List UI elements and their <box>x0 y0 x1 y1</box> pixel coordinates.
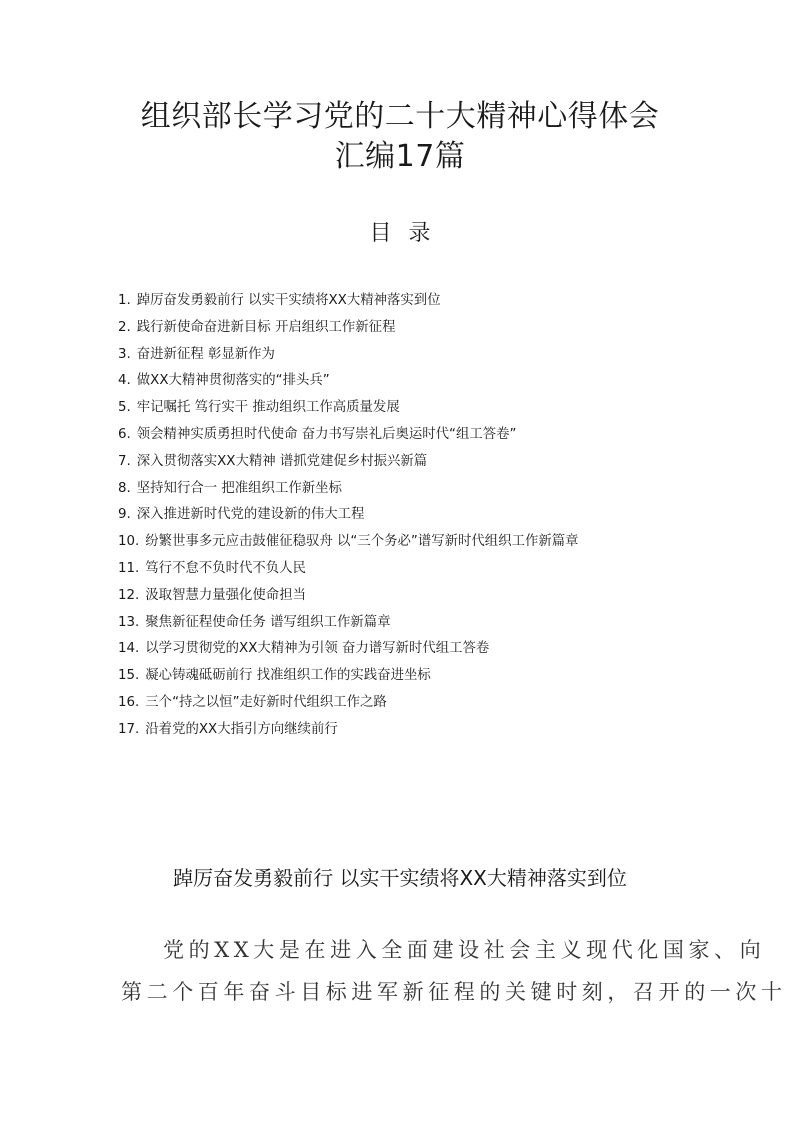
toc-item <box>118 344 758 371</box>
toc-item <box>118 504 758 531</box>
toc-item <box>118 665 758 692</box>
toc-heading: 目 录 <box>369 221 431 246</box>
toc-item <box>118 692 758 719</box>
toc-item <box>118 290 758 317</box>
toc-item-number: 7. <box>118 453 131 469</box>
toc-item <box>118 317 758 344</box>
toc-item <box>118 612 758 639</box>
toc-item-number: 13. <box>118 614 140 630</box>
toc-item-number: 6. <box>118 426 131 442</box>
toc-item-number: 4. <box>118 373 131 389</box>
toc-item-text: 沿着党的XX大指引方向继续前行 <box>145 721 338 737</box>
body-paragraph-line-1: 党的XX大是在进入全面建设社会主义现代化国家、向 <box>163 938 766 962</box>
toc-item-text: 汲取智慧力量强化使命担当 <box>145 587 306 603</box>
toc-item <box>118 531 758 558</box>
toc-item-text: 牢记嘱托 笃行实干 推动组织工作高质量发展 <box>136 400 400 416</box>
toc-item <box>118 478 758 505</box>
toc-item-number: 12. <box>118 587 140 603</box>
toc-item <box>118 370 758 397</box>
toc-item-number: 17. <box>118 721 140 737</box>
toc-item-text: 坚持知行合一 把准组织工作新坐标 <box>136 480 342 496</box>
toc-item-text: 凝心铸魂砥砺前行 找准组织工作的实践奋进坐标 <box>145 668 431 684</box>
toc-item-number: 11. <box>118 560 140 576</box>
toc-item-text: 三个“持之以恒”走好新时代组织工作之路 <box>145 694 387 710</box>
toc-item-number: 16. <box>118 694 140 710</box>
toc-item-text: 聚焦新征程使命任务 谱写组织工作新篇章 <box>145 614 391 630</box>
toc-item-text: 踔厉奋发勇毅前行 以实干实绩将XX大精神落实到位 <box>136 293 441 308</box>
toc-item-number: 14. <box>118 641 140 657</box>
toc-item <box>118 719 758 746</box>
toc-item <box>118 585 758 612</box>
toc-item-number: 10. <box>118 534 140 550</box>
toc-item-number: 2. <box>118 319 131 335</box>
toc-item <box>118 397 758 424</box>
toc-item <box>118 638 758 665</box>
toc-item-text: 笃行不怠不负时代不负人民 <box>145 560 306 576</box>
toc-item-text: 纷繁世事多元应击鼓催征稳驭舟 以“三个务必”谱写新时代组织工作新篇章 <box>145 534 579 550</box>
toc-item-text: 领会精神实质勇担时代使命 奋力书写崇礼后奥运时代“组工答卷” <box>136 426 517 442</box>
table-of-contents <box>118 290 758 746</box>
body-paragraph-line-2: 第二个百年奋斗目标进军新征程的关键时刻，召开的一次十 <box>121 980 787 1004</box>
toc-item <box>118 558 758 585</box>
document-title-line-1: 组织部长学习党的二十大精神心得体会 <box>140 99 660 134</box>
toc-item <box>118 451 758 478</box>
toc-item <box>118 424 758 451</box>
toc-item-number: 1. <box>118 293 131 308</box>
toc-item-text: 做XX大精神贯彻落实的“排头兵” <box>136 373 330 389</box>
document-title-line-2: 汇编17篇 <box>334 139 466 174</box>
toc-item-text: 奋进新征程 彰显新作为 <box>136 346 275 362</box>
article-title: 踔厉奋发勇毅前行 以实干实绩将XX大精神落实到位 <box>173 866 627 890</box>
toc-item-number: 3. <box>118 346 131 362</box>
toc-item-number: 15. <box>118 668 140 684</box>
toc-item-text: 深入推进新时代党的建设新的伟大工程 <box>136 507 365 523</box>
toc-item-number: 9. <box>118 507 131 523</box>
toc-item-text: 践行新使命奋进新目标 开启组织工作新征程 <box>136 319 396 335</box>
toc-item-text: 深入贯彻落实XX大精神 谱抓党建促乡村振兴新篇 <box>136 453 428 469</box>
toc-item-number: 5. <box>118 400 131 416</box>
toc-item-text: 以学习贯彻党的XX大精神为引领 奋力谱写新时代组工答卷 <box>145 641 490 657</box>
toc-item-number: 8. <box>118 480 131 496</box>
